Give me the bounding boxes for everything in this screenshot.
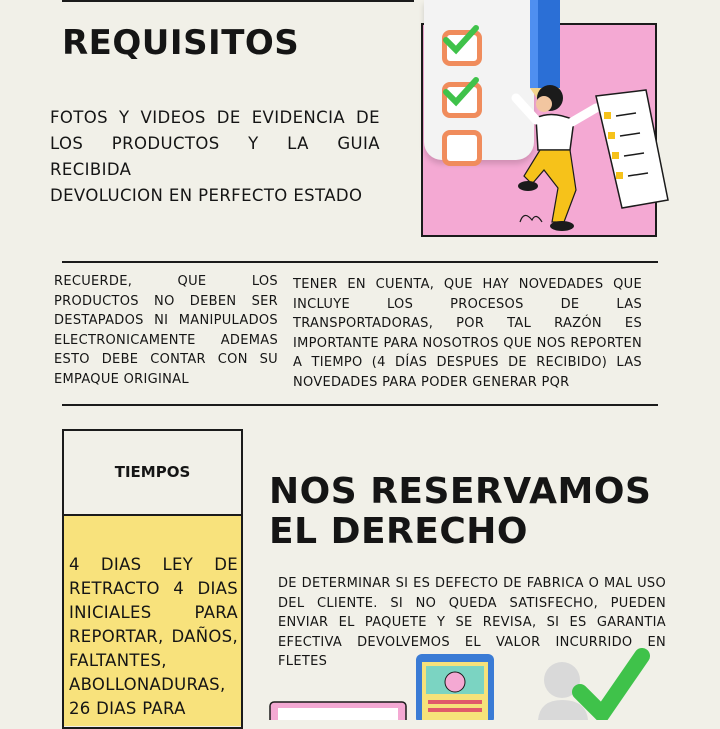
section-divider xyxy=(62,404,658,406)
requisitos-line-2: LOS PRODUCTOS Y LA GUIA xyxy=(50,134,380,153)
person-with-check-icon xyxy=(530,648,655,720)
top-divider xyxy=(62,0,414,2)
requisitos-line-1: FOTOS Y VIDEOS DE EVIDENCIA DE xyxy=(50,108,380,127)
requisitos-line-4: DEVOLUCION EN PERFECTO ESTADO xyxy=(50,186,363,205)
laptop-illustration xyxy=(268,700,408,720)
reservamos-body: DE DETERMINAR SI ES DEFECTO DE FABRICA O MAL USO DEL CLIENTE. SI NO QUEDA SATISFECHO, PUEDEN ENVIAR EL PAQUETE Y SE REVISA, SI ES GARANTIA EFECTIVA DEVOLVEMOS EL VALOR INCURRIDO EN FLETES xyxy=(278,576,666,669)
tiempos-title: TIEMPOS xyxy=(62,429,243,516)
checklist-person-illustration xyxy=(424,0,674,240)
note-tener-en-cuenta: TENER EN CUENTA, QUE HAY NOVEDADES QUE INCLUYE LOS PROCESOS DE LAS TRANSPORTADORAS, POR TAL RAZÓN ES IMPORTANTE PARA NOSOTROS QUE NOS REPORTEN A TIEMPO (4 DÍAS DESPUES DE RECIBIDO) LAS NOVEDADES PARA PODER GENERAR PQR xyxy=(293,277,642,390)
requisitos-title: REQUISITOS xyxy=(62,23,300,63)
tablet-illustration xyxy=(414,652,496,720)
reservamos-title-line-2: EL DERECHO xyxy=(269,511,529,552)
tiempos-body: 4 DIAS LEY DE RETRACTO 4 DIAS INICIALES PARA REPORTAR, DAÑOS, FALTANTES, ABOLLONADURAS, 26 DIAS PARA xyxy=(69,555,238,718)
reservamos-title-line-1: NOS RESERVAMOS xyxy=(269,471,652,512)
note-recuerde: RECUERDE, QUE LOS PRODUCTOS NO DEBEN SER DESTAPADOS NI MANIPULADOS ELECTRONICAMENTE ADEMAS ESTO DEBE CONTAR CON SU EMPAQUE ORIGINAL xyxy=(54,274,278,387)
reservamos-title xyxy=(269,472,651,552)
requisitos-body xyxy=(50,105,380,209)
requisitos-line-3: RECIBIDA xyxy=(50,160,132,179)
section-divider xyxy=(62,261,658,263)
